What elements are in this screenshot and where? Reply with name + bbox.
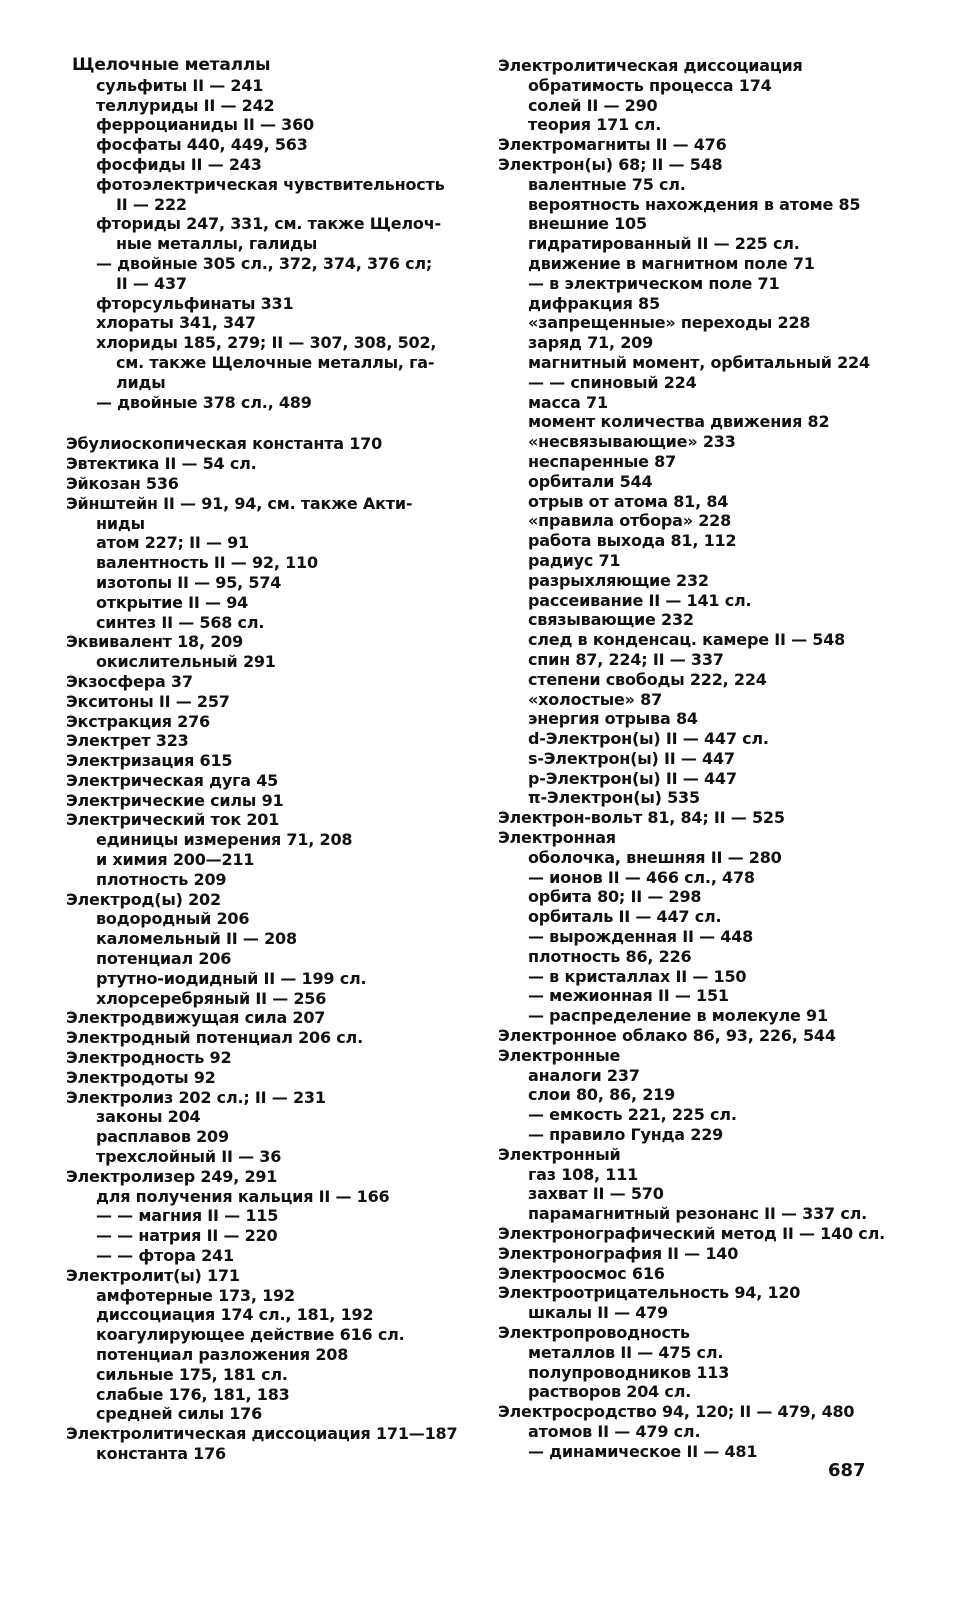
index-entry: Электрические силы 91: [66, 790, 284, 810]
index-entry: Электронное облако 86, 93, 226, 544: [498, 1026, 836, 1046]
index-subentry: диссоциация 174 сл., 181, 192: [96, 1305, 374, 1325]
index-entry: Электроотрицательность 94, 120: [498, 1283, 801, 1303]
index-subentry: оболочка, внешняя II — 280: [528, 847, 782, 867]
index-entry: Электросродство 94, 120; II — 479, 480: [498, 1402, 855, 1422]
index-subentry: p-Электрон(ы) II — 447: [528, 768, 737, 788]
index-subentry: заряд 71, 209: [528, 333, 654, 353]
index-subentry: изотопы II — 95, 574: [96, 572, 282, 592]
index-subentry: — — натрия II — 220: [96, 1226, 278, 1246]
index-subentry: рассеивание II — 141 сл.: [528, 590, 752, 610]
index-entry: Электрический ток 201: [66, 810, 280, 830]
index-entry: Эйкозан 536: [66, 473, 179, 493]
index-entry: Электронная: [498, 828, 616, 848]
index-subentry: — — магния II — 115: [96, 1206, 279, 1226]
page-number: 687: [828, 1460, 866, 1481]
index-entry: Экстракция 276: [66, 711, 210, 731]
index-subentry: II — 437: [116, 273, 187, 293]
index-subentry: — ионов II — 466 сл., 478: [528, 867, 755, 887]
index-entry: Электролитическая диссоциация: [498, 56, 803, 75]
index-subentry: орбиталь II — 447 сл.: [528, 907, 722, 927]
index-subentry: разрыхляющие 232: [528, 570, 709, 590]
index-subentry: хлорсеребряный II — 256: [96, 988, 327, 1008]
index-entry: Электронографический метод II — 140 сл.: [498, 1224, 885, 1244]
index-subentry: сульфиты II — 241: [96, 75, 264, 95]
index-entry: Электролиз 202 сл.; II — 231: [66, 1087, 326, 1107]
index-subentry: валентные 75 сл.: [528, 174, 686, 194]
index-subentry: — распределение в молекуле 91: [528, 1006, 828, 1026]
right-index-column: [498, 56, 918, 1462]
index-entry: Электродный потенциал 206 сл.: [66, 1028, 363, 1048]
index-subentry: слабые 176, 181, 183: [96, 1384, 290, 1404]
index-subentry: единицы измерения 71, 208: [96, 830, 353, 850]
index-subentry: ртутно-иодидный II — 199 сл.: [96, 968, 367, 988]
index-subentry: шкалы II — 479: [528, 1303, 669, 1323]
index-subentry: фторсульфинаты 331: [96, 293, 294, 313]
index-subentry: расплавов 209: [96, 1127, 229, 1147]
index-entry: Щелочные металлы: [72, 55, 271, 75]
index-subentry: открытие II — 94: [96, 592, 249, 612]
index-subentry: след в конденсац. камере II — 548: [528, 630, 846, 650]
index-entry: Экситоны II — 257: [66, 691, 230, 711]
index-subentry: — двойные 305 сл., 372, 374, 376 сл;: [96, 253, 433, 273]
index-subentry: дифракция 85: [528, 293, 660, 313]
section-gap: [66, 412, 486, 434]
index-entry: Электролитическая диссоциация 171—187: [66, 1424, 458, 1444]
index-subentry: хлориды 185, 279; II — 307, 308, 502,: [96, 333, 437, 353]
index-subentry: — правило Гунда 229: [528, 1125, 724, 1145]
index-subentry: фотоэлектрическая чувствительность: [96, 174, 445, 194]
index-subentry: потенциал разложения 208: [96, 1345, 349, 1364]
index-subentry: теория 171 сл.: [528, 115, 662, 135]
index-subentry: «правила отбора» 228: [528, 511, 732, 531]
index-entry: Электронография II — 140: [498, 1243, 739, 1263]
index-subentry: амфотерные 173, 192: [96, 1285, 295, 1305]
index-subentry: ниды: [96, 513, 145, 533]
index-subentry: лиды: [116, 372, 166, 392]
index-subentry: спин 87, 224; II — 337: [528, 649, 724, 669]
index-subentry: см. также Щелочные металлы, га-: [116, 352, 435, 372]
index-subentry: — — фтора 241: [96, 1246, 234, 1266]
index-subentry: II — 222: [116, 194, 187, 214]
index-subentry: момент количества движения 82: [528, 412, 830, 432]
index-subentry: валентность II — 92, 110: [96, 553, 318, 573]
index-subentry: сильные 175, 181 сл.: [96, 1364, 288, 1384]
index-subentry: — вырожденная II — 448: [528, 927, 754, 947]
index-subentry: обратимость процесса 174: [528, 75, 772, 95]
index-subentry: хлораты 341, 347: [96, 313, 256, 333]
index-entry: Эквивалент 18, 209: [66, 632, 244, 652]
index-entry: Электризация 615: [66, 751, 233, 771]
index-subentry: орбита 80; II — 298: [528, 887, 702, 907]
index-subentry: d-Электрон(ы) II — 447 сл.: [528, 729, 769, 749]
index-subentry: магнитный момент, орбитальный 224: [528, 352, 870, 372]
index-subentry: металлов II — 475 сл.: [528, 1342, 724, 1362]
index-entry: Эвтектика II — 54 сл.: [66, 454, 257, 474]
index-subentry: внешние 105: [528, 214, 647, 234]
index-subentry: коагулирующее действие 616 сл.: [96, 1325, 405, 1345]
index-subentry: степени свободы 222, 224: [528, 669, 767, 689]
index-entry: Электрет 323: [66, 731, 189, 751]
index-subentry: теллуриды II — 242: [96, 95, 275, 115]
index-subentry: «несвязывающие» 233: [528, 432, 736, 452]
index-subentry: для получения кальция II — 166: [96, 1186, 390, 1206]
index-entry: Электродность 92: [66, 1048, 232, 1068]
index-subentry: каломельный II — 208: [96, 929, 297, 949]
index-subentry: фосфиды II — 243: [96, 154, 262, 174]
index-entry: Электромагниты II — 476: [498, 135, 727, 155]
index-subentry: фосфаты 440, 449, 563: [96, 135, 308, 155]
index-entry: Электродоты 92: [66, 1067, 216, 1087]
index-subentry: атомов II — 479 сл.: [528, 1421, 701, 1441]
index-entry: Электрическая дуга 45: [66, 770, 279, 790]
index-subentry: — емкость 221, 225 сл.: [528, 1105, 737, 1125]
index-subentry: аналоги 237: [528, 1065, 640, 1085]
index-entry: Электропроводность: [498, 1323, 690, 1342]
index-subentry: — двойные 378 сл., 489: [96, 392, 312, 412]
index-subentry: масса 71: [528, 392, 608, 412]
index-subentry: энергия отрыва 84: [528, 709, 698, 729]
index-subentry: потенциал 206: [96, 949, 232, 969]
left-index-column: [66, 56, 486, 1464]
index-subentry: — в кристаллах II — 150: [528, 966, 747, 986]
index-entry: Электрон-вольт 81, 84; II — 525: [498, 808, 785, 828]
index-entry: Электронные: [498, 1045, 621, 1065]
index-subentry: растворов 204 сл.: [528, 1382, 692, 1402]
index-subentry: «запрещенные» переходы 228: [528, 313, 811, 333]
index-entry: Электролит(ы) 171: [66, 1265, 240, 1285]
index-subentry: «холостые» 87: [528, 689, 663, 709]
index-subentry: гидратированный II — 225 сл.: [528, 234, 800, 254]
index-subentry: парамагнитный резонанс II — 337 сл.: [528, 1204, 868, 1224]
index-subentry: атом 227; II — 91: [96, 533, 249, 553]
index-subentry: отрыв от атома 81, 84: [528, 491, 729, 511]
index-subentry: фториды 247, 331, см. также Щелоч-: [96, 214, 441, 234]
index-subentry: законы 204: [96, 1107, 201, 1127]
index-subentry: — — спиновый 224: [528, 372, 697, 392]
index-subentry: слои 80, 86, 219: [528, 1085, 676, 1105]
index-entry: Электронный: [498, 1144, 621, 1164]
index-entry: Электроосмос 616: [498, 1263, 665, 1283]
index-entry: Электрод(ы) 202: [66, 889, 221, 909]
index-subentry: орбитали 544: [528, 471, 653, 491]
index-subentry: — в электрическом поле 71: [528, 273, 780, 293]
index-subentry: неспаренные 87: [528, 451, 677, 471]
index-subentry: s-Электрон(ы) II — 447: [528, 748, 735, 768]
index-subentry: вероятность нахождения в атоме 85: [528, 194, 861, 214]
index-entry: Электрон(ы) 68; II — 548: [498, 154, 723, 174]
index-subentry: газ 108, 111: [528, 1164, 639, 1184]
index-entry: Эйнштейн II — 91, 94, см. также Акти-: [66, 493, 413, 513]
index-entry: Экзосфера 37: [66, 671, 193, 691]
index-subentry: синтез II — 568 сл.: [96, 612, 265, 632]
index-subentry: работа выхода 81, 112: [528, 531, 737, 551]
index-entry: Электролизер 249, 291: [66, 1166, 278, 1186]
index-subentry: движение в магнитном поле 71: [528, 253, 815, 273]
index-subentry: захват II — 570: [528, 1184, 664, 1204]
index-subentry: и химия 200—211: [96, 850, 255, 870]
index-subentry: средней силы 176: [96, 1404, 263, 1424]
index-subentry: полупроводников 113: [528, 1362, 730, 1382]
index-subentry: связывающие 232: [528, 610, 694, 630]
index-subentry: константа 176: [96, 1443, 226, 1463]
index-entry: Эбулиоскопическая константа 170: [66, 434, 383, 454]
index-entry: Электродвижущая сила 207: [66, 1008, 326, 1028]
index-subentry: ферроцианиды II — 360: [96, 115, 314, 135]
index-subentry: π-Электрон(ы) 535: [528, 788, 700, 808]
index-subentry: водородный 206: [96, 909, 250, 929]
index-subentry: окислительный 291: [96, 652, 276, 672]
index-subentry: радиус 71: [528, 550, 621, 570]
index-subentry: плотность 209: [96, 869, 227, 889]
index-subentry: ные металлы, галиды: [116, 234, 318, 254]
index-subentry: — динамическое II — 481: [528, 1441, 758, 1461]
index-subentry: плотность 86, 226: [528, 946, 692, 966]
index-subentry: солей II — 290: [528, 95, 658, 115]
index-subentry: — межионная II — 151: [528, 986, 729, 1006]
index-subentry: трехслойный II — 36: [96, 1147, 282, 1167]
